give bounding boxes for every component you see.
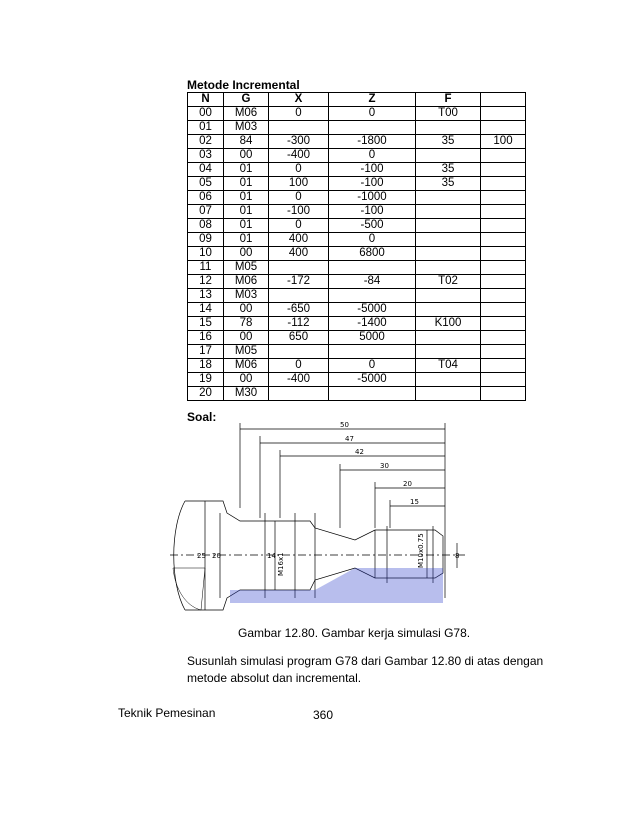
- table-row: [188, 205, 526, 219]
- cell-n: 05: [188, 177, 224, 191]
- cell-extra: [481, 205, 526, 219]
- cell-g: 84: [224, 135, 269, 149]
- dim-m10: M10x0.75: [417, 533, 425, 568]
- soal-label: Soal:: [187, 410, 217, 424]
- cell-extra: [481, 331, 526, 345]
- cell-extra: [481, 275, 526, 289]
- cell-z: [329, 121, 416, 135]
- cell-z: [329, 261, 416, 275]
- cell-f: [416, 205, 481, 219]
- cell-n: 18: [188, 359, 224, 373]
- cell-x: [269, 387, 329, 401]
- cell-extra: [481, 163, 526, 177]
- cell-f: [416, 303, 481, 317]
- cell-n: 10: [188, 247, 224, 261]
- cell-x: 0: [269, 107, 329, 121]
- cell-n: 08: [188, 219, 224, 233]
- cell-g: M05: [224, 261, 269, 275]
- cell-n: 20: [188, 387, 224, 401]
- dim-47: 47: [345, 435, 354, 443]
- cell-z: -100: [329, 177, 416, 191]
- table-row: [188, 135, 526, 149]
- cell-z: [329, 387, 416, 401]
- task-paragraph: Susunlah simulasi program G78 dari Gambar 12.80 di atas dengan metode absolut dan incremental.: [187, 654, 544, 685]
- cell-g: 01: [224, 219, 269, 233]
- cell-z: [329, 345, 416, 359]
- cell-z: -1800: [329, 135, 416, 149]
- cell-z: -84: [329, 275, 416, 289]
- cell-n: 04: [188, 163, 224, 177]
- cell-n: 11: [188, 261, 224, 275]
- cell-f: [416, 331, 481, 345]
- cell-f: 35: [416, 177, 481, 191]
- cell-n: 14: [188, 303, 224, 317]
- cell-x: 0: [269, 191, 329, 205]
- table-row: [188, 331, 526, 345]
- cell-extra: [481, 303, 526, 317]
- cell-f: [416, 149, 481, 163]
- cell-n: 03: [188, 149, 224, 163]
- cell-g: 00: [224, 149, 269, 163]
- cell-x: -400: [269, 373, 329, 387]
- cell-z: 0: [329, 233, 416, 247]
- cell-g: M06: [224, 107, 269, 121]
- cell-z: 5000: [329, 331, 416, 345]
- cell-z: -1000: [329, 191, 416, 205]
- cell-g: 00: [224, 331, 269, 345]
- cell-x: 650: [269, 331, 329, 345]
- cell-f: [416, 191, 481, 205]
- page-number: 360: [313, 708, 334, 722]
- cell-extra: [481, 345, 526, 359]
- cell-x: -300: [269, 135, 329, 149]
- dim-dia-8: 8: [455, 552, 460, 560]
- cell-x: [269, 345, 329, 359]
- cell-f: 35: [416, 135, 481, 149]
- cell-n: 19: [188, 373, 224, 387]
- cell-g: 01: [224, 191, 269, 205]
- cell-extra: [481, 359, 526, 373]
- cell-extra: [481, 219, 526, 233]
- header-g: G: [224, 93, 269, 107]
- cell-x: 0: [269, 219, 329, 233]
- cell-z: -100: [329, 163, 416, 177]
- cell-z: -100: [329, 205, 416, 219]
- cell-g: 78: [224, 317, 269, 331]
- cell-extra: [481, 177, 526, 191]
- cell-g: M05: [224, 345, 269, 359]
- cell-g: M03: [224, 289, 269, 303]
- cell-f: [416, 289, 481, 303]
- cell-extra: 100: [481, 135, 526, 149]
- cell-g: M03: [224, 121, 269, 135]
- cell-g: 00: [224, 373, 269, 387]
- cell-f: [416, 121, 481, 135]
- cell-g: 01: [224, 233, 269, 247]
- cell-n: 07: [188, 205, 224, 219]
- cell-g: M06: [224, 275, 269, 289]
- cell-z: 6800: [329, 247, 416, 261]
- program-table: [187, 92, 526, 401]
- cell-z: 0: [329, 149, 416, 163]
- cell-z: 0: [329, 107, 416, 121]
- table-row: [188, 345, 526, 359]
- cell-x: -100: [269, 205, 329, 219]
- table-row: [188, 303, 526, 317]
- cell-extra: [481, 107, 526, 121]
- cell-f: T00: [416, 107, 481, 121]
- cell-f: [416, 261, 481, 275]
- cell-g: 01: [224, 177, 269, 191]
- cell-extra: [481, 261, 526, 275]
- cell-n: 15: [188, 317, 224, 331]
- dim-15: 15: [410, 498, 419, 506]
- table-row: [188, 289, 526, 303]
- cell-x: 100: [269, 177, 329, 191]
- cell-z: -500: [329, 219, 416, 233]
- table-row: [188, 233, 526, 247]
- cell-f: T02: [416, 275, 481, 289]
- cell-g: M30: [224, 387, 269, 401]
- cell-n: 16: [188, 331, 224, 345]
- table-row: [188, 107, 526, 121]
- stock-hatch: [173, 568, 443, 610]
- cell-extra: [481, 149, 526, 163]
- table-row: [188, 247, 526, 261]
- cell-n: 00: [188, 107, 224, 121]
- section-heading: Metode Incremental: [187, 78, 300, 92]
- cell-extra: [481, 387, 526, 401]
- dim-dia-25: 25: [197, 552, 206, 560]
- cell-x: 400: [269, 233, 329, 247]
- cell-f: [416, 345, 481, 359]
- table-row: [188, 219, 526, 233]
- cell-x: -112: [269, 317, 329, 331]
- cell-x: 400: [269, 247, 329, 261]
- cell-z: -1400: [329, 317, 416, 331]
- table-row: [188, 275, 526, 289]
- cell-z: [329, 289, 416, 303]
- cell-f: [416, 219, 481, 233]
- header-z: Z: [329, 93, 416, 107]
- cell-f: [416, 247, 481, 261]
- cell-g: 01: [224, 205, 269, 219]
- cell-x: [269, 121, 329, 135]
- cell-extra: [481, 233, 526, 247]
- cell-n: 09: [188, 233, 224, 247]
- cell-f: [416, 373, 481, 387]
- header-extra: [481, 93, 526, 107]
- cell-extra: [481, 373, 526, 387]
- dim-50: 50: [340, 421, 349, 429]
- cell-g: M06: [224, 359, 269, 373]
- cell-extra: [481, 247, 526, 261]
- cell-g: 01: [224, 163, 269, 177]
- cell-x: -650: [269, 303, 329, 317]
- dim-20: 20: [403, 480, 412, 488]
- dim-30: 30: [380, 462, 389, 470]
- cell-f: K100: [416, 317, 481, 331]
- cell-f: T04: [416, 359, 481, 373]
- header-f: F: [416, 93, 481, 107]
- table-row: [188, 177, 526, 191]
- cell-f: 35: [416, 163, 481, 177]
- cell-extra: [481, 289, 526, 303]
- cell-z: -5000: [329, 373, 416, 387]
- cell-x: 0: [269, 359, 329, 373]
- table-row: [188, 163, 526, 177]
- dim-m16: M16x1: [277, 552, 285, 576]
- dim-dia-14: 14: [267, 552, 276, 560]
- cell-x: [269, 261, 329, 275]
- cell-extra: [481, 191, 526, 205]
- dim-42: 42: [355, 448, 364, 456]
- table-row: [188, 317, 526, 331]
- cell-n: 12: [188, 275, 224, 289]
- table-row: [188, 261, 526, 275]
- cell-z: -5000: [329, 303, 416, 317]
- footer-title: Teknik Pemesinan: [118, 706, 216, 720]
- cell-f: [416, 233, 481, 247]
- technical-drawing: [165, 418, 470, 618]
- table-row: [188, 373, 526, 387]
- cell-extra: [481, 317, 526, 331]
- cell-n: 01: [188, 121, 224, 135]
- cell-x: 0: [269, 163, 329, 177]
- cell-z: 0: [329, 359, 416, 373]
- cell-x: -400: [269, 149, 329, 163]
- cell-n: 02: [188, 135, 224, 149]
- cell-x: -172: [269, 275, 329, 289]
- cell-n: 17: [188, 345, 224, 359]
- table-row: [188, 387, 526, 401]
- cell-f: [416, 387, 481, 401]
- table-header-row: [188, 93, 526, 107]
- header-n: N: [188, 93, 224, 107]
- table-row: [188, 149, 526, 163]
- cell-g: 00: [224, 247, 269, 261]
- header-x: X: [269, 93, 329, 107]
- figure-caption: Gambar 12.80. Gambar kerja simulasi G78.: [238, 626, 471, 640]
- dim-dia-20: 20: [212, 552, 221, 560]
- cell-x: [269, 289, 329, 303]
- cell-n: 06: [188, 191, 224, 205]
- table-row: [188, 359, 526, 373]
- cell-extra: [481, 121, 526, 135]
- cell-n: 13: [188, 289, 224, 303]
- table-row: [188, 121, 526, 135]
- table-row: [188, 191, 526, 205]
- cell-g: 00: [224, 303, 269, 317]
